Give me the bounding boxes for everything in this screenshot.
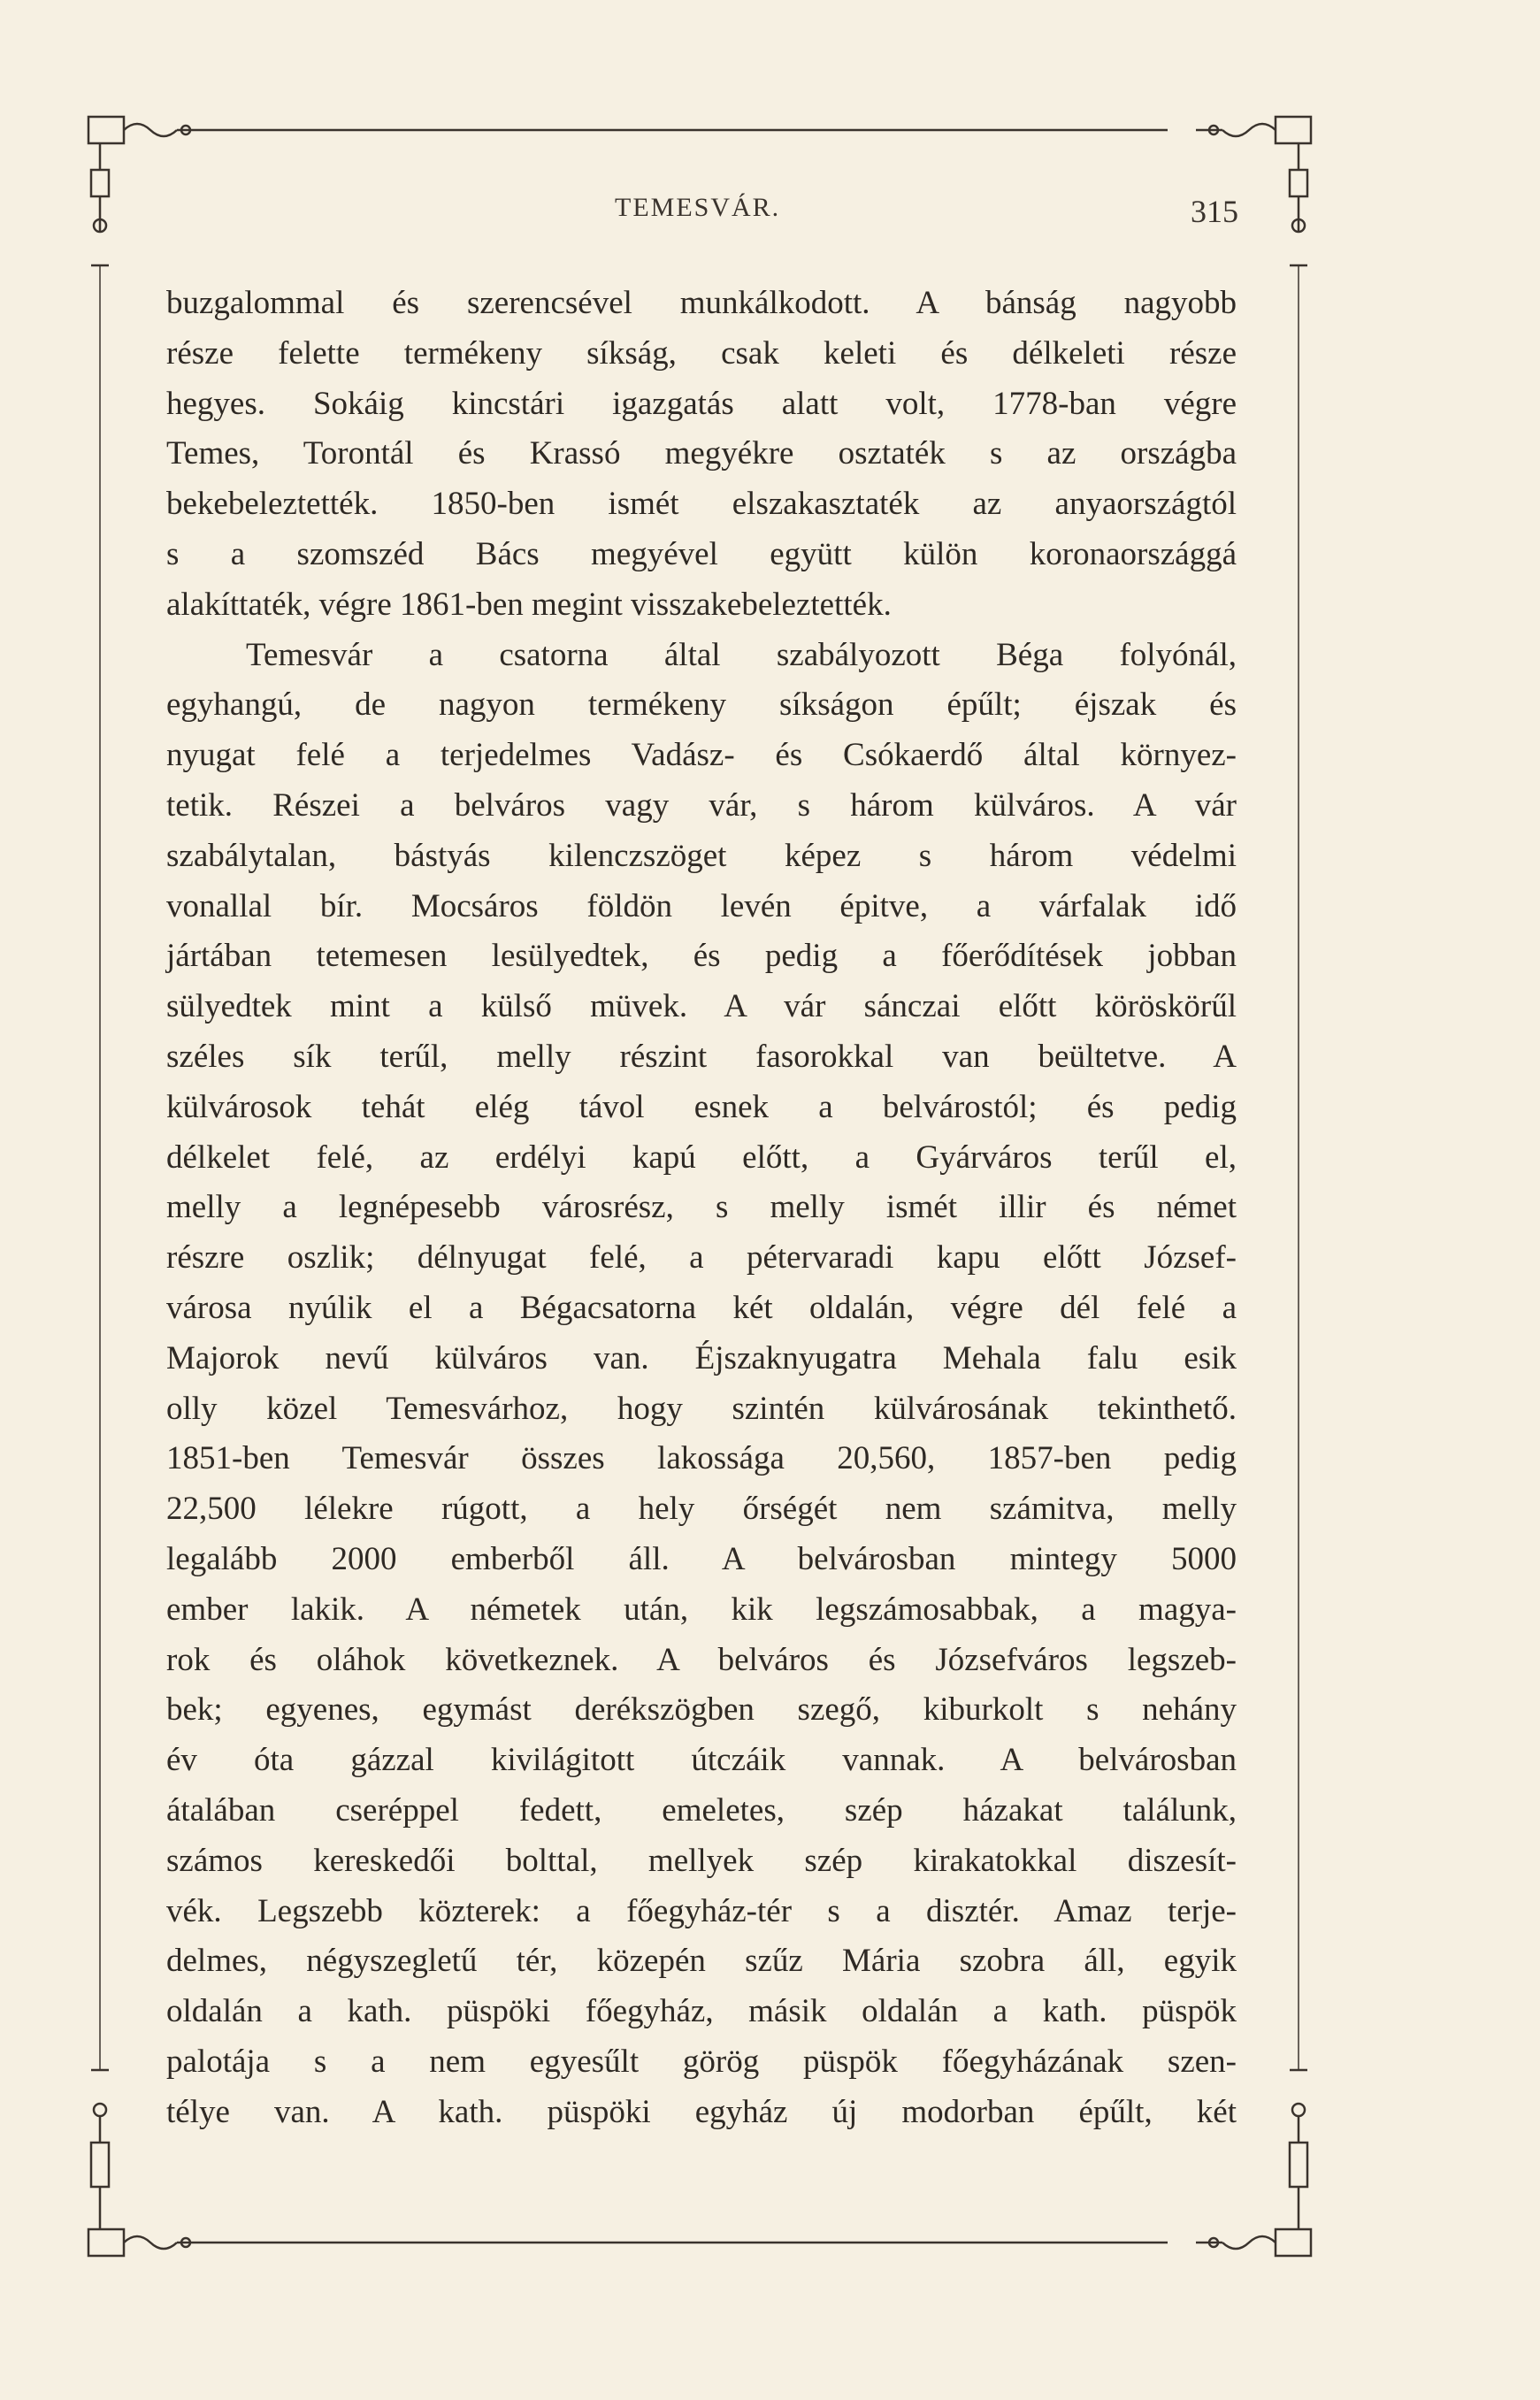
text-line: része felette termékeny síkság, csak keleti és délkeleti része (166, 334, 1237, 372)
text-line: 1851-ben Temesvár összes lakossága 20,560, 1857-ben pedig (166, 1440, 1237, 1477)
text-line: vék. Legszebb közterek: a főegyház-tér s a disztér. Amaz terje- (166, 1892, 1237, 1929)
text-line: külvárosok tehát elég távol esnek a belvárostól; és pedig (166, 1088, 1237, 1125)
text-line: egyhangú, de nagyon termékeny síkságon épűlt; éjszak és (166, 686, 1237, 724)
text-line: oldalán a kath. püspöki főegyház, másik oldalán a kath. püspök (166, 1993, 1237, 2030)
running-title: TEMESVÁR. (615, 193, 781, 222)
text-line: nyugat felé a terjedelmes Vadász- és Csókaerdő által környez- (166, 737, 1237, 774)
text-line: év óta gázzal kivilágitott útczáik vannak. A belvárosban (166, 1742, 1237, 1779)
text-line: Majorok nevű külváros van. Éjszaknyugatra Mehala falu esik (166, 1339, 1237, 1376)
corner-ornament-top-left (88, 117, 203, 265)
text-line: átalában cseréppel fedett, emeletes, szép házakat találunk, (166, 1791, 1237, 1829)
text-line: szabálytalan, bástyás kilenczszöget képez s három védelmi (166, 837, 1237, 874)
text-line: számos kereskedői bolttal, mellyek szép kirakatokkal diszesít- (166, 1842, 1237, 1879)
text-line: melly a legnépesebb városrész, s melly ismét illir és német (166, 1189, 1237, 1226)
text-line: tetik. Részei a belváros vagy vár, s három külváros. A vár (166, 786, 1237, 824)
text-line: bek; egyenes, egymást derékszögben szegő, kiburkolt s nehány (166, 1691, 1237, 1729)
text-line: hegyes. Sokáig kincstári igazgatás alatt volt, 1778-ban végre (166, 385, 1237, 422)
text-line: ember lakik. A németek után, kik legszámosabbak, a magya- (166, 1591, 1237, 1628)
body-text (166, 279, 1237, 2137)
text-line: alakíttaték, végre 1861-ben megint visszakebeleztették. (166, 586, 892, 623)
text-line: sülyedtek mint a külső müvek. A vár sánczai előtt köröskörűl (166, 988, 1237, 1025)
text-line: Temes, Torontál és Krassó megyékre osztaték s az országba (166, 435, 1237, 472)
text-line: delmes, négyszegletű tér, közepén szűz Mária szobra áll, egyik (166, 1943, 1237, 1980)
text-line: Temesvár a csatorna által szabályozott Béga folyónál, (246, 636, 1237, 673)
text-line: legalább 2000 emberből áll. A belvárosban mintegy 5000 (166, 1540, 1237, 1577)
text-line: 22,500 lélekre rúgott, a hely őrségét nem számitva, melly (166, 1491, 1237, 1528)
page-number: 315 (1191, 194, 1238, 229)
corner-ornament-top-right (1196, 117, 1311, 265)
running-head (168, 193, 1238, 237)
text-line: délkelet felé, az erdélyi kapú előtt, a Gyárváros terűl el, (166, 1139, 1237, 1176)
text-line: télye van. A kath. püspöki egyház új modorban épűlt, két (166, 2093, 1237, 2130)
text-line: városa nyúlik el a Bégacsatorna két oldalán, végre dél felé a (166, 1289, 1237, 1326)
text-line: palotája s a nem egyesűlt görög püspök főegyházának szen- (166, 2043, 1237, 2080)
text-line: jártában tetemesen lesülyedtek, és pedig a főerődítések jobban (166, 938, 1237, 975)
text-line: vonallal bír. Mocsáros földön levén épitve, a várfalak idő (166, 887, 1237, 924)
text-line: bekebeleztették. 1850-ben ismét elszakasztaték az anyaországtól (166, 486, 1237, 523)
text-line: olly közel Temesvárhoz, hogy szintén külvárosának tekinthető. (166, 1390, 1237, 1427)
text-line: s a szomszéd Bács megyével együtt külön koronaországgá (166, 535, 1237, 572)
text-line: rok és oláhok következnek. A belváros és Józsefváros legszeb- (166, 1641, 1237, 1678)
text-line: részre oszlik; délnyugat felé, a pétervaradi kapu előtt József- (166, 1239, 1237, 1277)
text-line: széles sík terűl, melly részint fasorokkal van beültetve. A (166, 1038, 1237, 1075)
text-line: buzgalommal és szerencsével munkálkodott. A bánság nagyobb (166, 285, 1237, 321)
